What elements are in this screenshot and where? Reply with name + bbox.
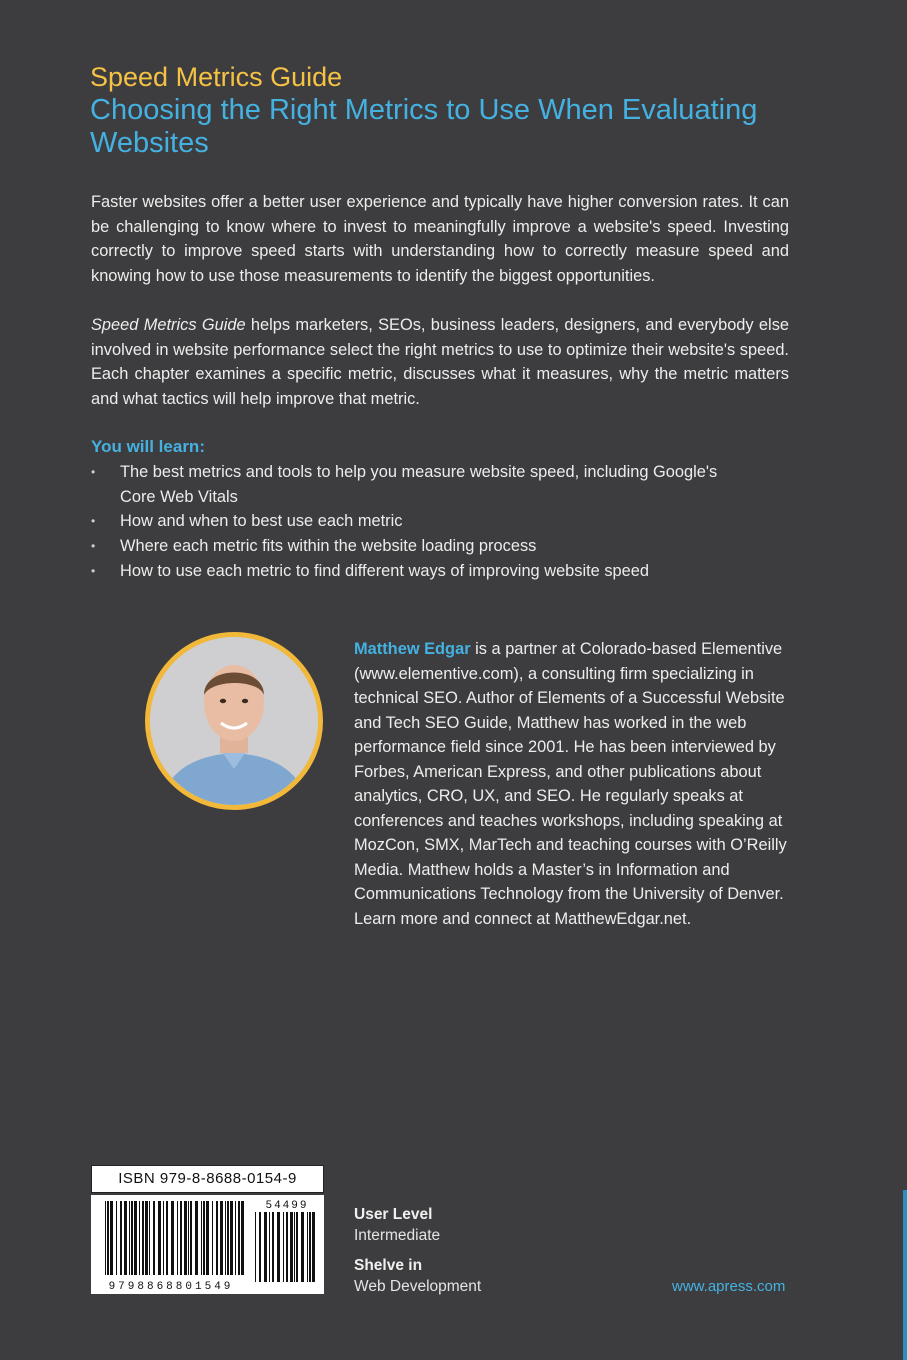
learn-item-text: How and when to best use each metric bbox=[120, 512, 403, 531]
ean-bars bbox=[105, 1201, 244, 1275]
barcode-bar bbox=[131, 1201, 133, 1275]
shelve-label: Shelve in bbox=[354, 1257, 423, 1274]
barcode-bar bbox=[184, 1201, 187, 1275]
shelve-value: Web Development bbox=[354, 1278, 482, 1295]
isbn-label: ISBN 979-8-8688-0154-9 bbox=[91, 1165, 324, 1193]
barcode-bar bbox=[149, 1201, 150, 1275]
barcode-graphic bbox=[91, 1195, 324, 1294]
learn-item-text: Where each metric fits within the website loading process bbox=[120, 537, 537, 556]
barcode-bar bbox=[307, 1212, 308, 1282]
learn-item bbox=[91, 534, 751, 559]
barcode-bar bbox=[259, 1212, 261, 1282]
barcode-bar bbox=[166, 1201, 168, 1275]
barcode-bar bbox=[116, 1201, 117, 1275]
barcode-bar bbox=[203, 1201, 205, 1275]
barcode-bar bbox=[158, 1201, 161, 1275]
bullet-icon: • bbox=[91, 563, 96, 578]
barcode-bar bbox=[145, 1201, 148, 1275]
learn-list bbox=[91, 460, 751, 584]
learn-item-text: How to use each metric to find different ways of improving website speed bbox=[120, 561, 650, 580]
barcode-bar bbox=[188, 1201, 189, 1275]
barcode-bar bbox=[107, 1201, 109, 1275]
publisher-link[interactable]: www.apress.com bbox=[672, 1278, 786, 1295]
barcode-bar bbox=[312, 1212, 315, 1282]
ean-digits: 9798868801549 bbox=[108, 1281, 234, 1293]
barcode-bar bbox=[190, 1201, 192, 1275]
barcode-bar bbox=[110, 1201, 113, 1275]
bullet-icon: • bbox=[91, 539, 96, 554]
barcode-bar bbox=[220, 1201, 223, 1275]
barcode-bar bbox=[163, 1201, 164, 1275]
barcode-bar bbox=[264, 1212, 267, 1282]
barcode-bar bbox=[238, 1201, 240, 1275]
barcode-bar bbox=[180, 1201, 182, 1275]
barcode-bar bbox=[201, 1201, 202, 1275]
description-book-title: Speed Metrics Guide bbox=[91, 316, 246, 334]
description-paragraph bbox=[91, 313, 789, 412]
barcode-bar bbox=[206, 1201, 209, 1275]
barcode-bar bbox=[309, 1212, 311, 1282]
barcode-bar bbox=[286, 1212, 288, 1282]
learn-item bbox=[91, 460, 751, 509]
price-code: 54499 bbox=[265, 1200, 309, 1212]
barcode-bar bbox=[272, 1212, 274, 1282]
barcode-bar bbox=[294, 1212, 295, 1282]
barcode-bar bbox=[216, 1201, 218, 1275]
barcode-bar bbox=[301, 1212, 304, 1282]
barcode-bar bbox=[120, 1201, 122, 1275]
barcode-bar bbox=[277, 1212, 280, 1282]
barcode-bar bbox=[255, 1212, 256, 1282]
user-level-label: User Level bbox=[354, 1206, 433, 1223]
barcode-bar bbox=[105, 1201, 106, 1275]
learn-heading: You will learn: bbox=[91, 437, 205, 456]
bullet-icon: • bbox=[91, 465, 96, 479]
barcode-bar bbox=[269, 1212, 270, 1282]
author-bio bbox=[354, 637, 794, 931]
barcode-bar bbox=[142, 1201, 144, 1275]
author-portrait-illustration bbox=[150, 637, 318, 805]
price-addon-bars bbox=[255, 1212, 315, 1282]
cover-edge-strip bbox=[903, 1190, 907, 1360]
book-subtitle: Choosing the Right Metrics to Use When Evaluating Websites bbox=[90, 94, 758, 159]
barcode-bar bbox=[139, 1201, 140, 1275]
learn-item-text: The best metrics and tools to help you measure website speed, including Google's Core Web Vitals bbox=[120, 463, 718, 506]
barcode-bar bbox=[230, 1201, 233, 1275]
author-name: Matthew Edgar bbox=[354, 640, 471, 658]
barcode-bar bbox=[241, 1201, 244, 1275]
intro-paragraph: Faster websites offer a better user experience and typically have higher conversion rates. It can be challenging to know where to invest to meaningfully improve a website's speed. Investing correctly to improve speed starts with understanding how to correctly measure speed and knowing how to use those measurements to identify the biggest opportunities. bbox=[91, 193, 789, 286]
author-bio-text: is a partner at Colorado-based Elementive (www.elementive.com), a consulting firm specializing in technical SEO. Author of Elements of a Successful Website and Tech SEO Guide, Matthew has worked in the web performance field since 2001. He has been interviewed by Forbes, American Express, and other publications about analytics, CRO, UX, and SEO. He regularly speaks at conferences and teaches workshops, including speaking at MozCon, SMX, MarTech and teaching courses with O’Reilly Media. Matthew holds a Master’s in Information and Communications Technology from the University of Denver. Learn more and connect at MatthewEdgar.net. bbox=[354, 640, 787, 928]
barcode-bar bbox=[225, 1201, 226, 1275]
barcode-bar bbox=[153, 1201, 155, 1275]
barcode-bar bbox=[290, 1212, 293, 1282]
barcode-bar bbox=[124, 1201, 127, 1275]
barcode-bar bbox=[177, 1201, 178, 1275]
description-text: helps marketers, SEOs, business leaders, designers, and everybody else involved in website performance select the right metrics to use to optimize their website's speed. Each chapter examines a specific metric, discusses what it measures, why the metric matters and what tactics will help improve that metric. bbox=[91, 316, 790, 409]
learn-item bbox=[91, 509, 751, 534]
barcode-bar bbox=[171, 1201, 174, 1275]
user-level-value: Intermediate bbox=[354, 1227, 441, 1244]
barcode-bar bbox=[283, 1212, 284, 1282]
barcode-bar bbox=[195, 1201, 198, 1275]
barcode bbox=[91, 1195, 324, 1294]
learn-item bbox=[91, 559, 751, 584]
author-photo bbox=[145, 632, 323, 810]
barcode-bar bbox=[129, 1201, 130, 1275]
bullet-icon: • bbox=[91, 514, 96, 529]
book-title: Speed Metrics Guide bbox=[90, 62, 343, 92]
barcode-bar bbox=[235, 1201, 236, 1275]
barcode-bar bbox=[296, 1212, 298, 1282]
barcode-bar bbox=[134, 1201, 137, 1275]
barcode-bar bbox=[227, 1201, 229, 1275]
barcode-bar bbox=[212, 1201, 213, 1275]
